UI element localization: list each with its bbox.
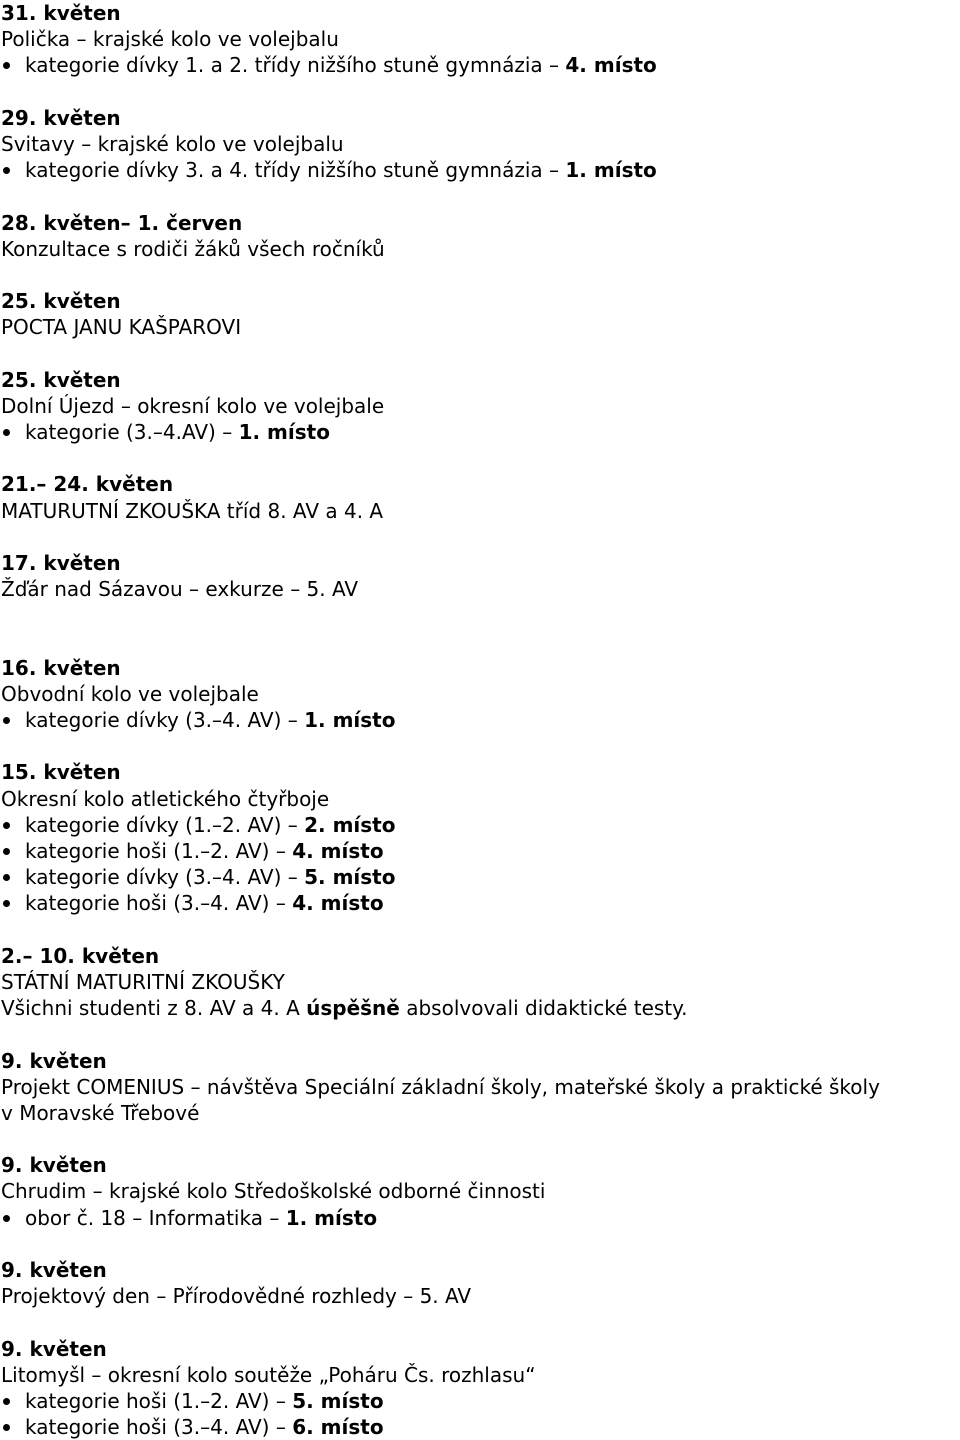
entry-text: Okresní kolo atletického čtyřboje: [1, 786, 330, 811]
entry-text: MATURUTNÍ ZKOUŠKA tříd 8. AV a 4. A: [1, 498, 384, 523]
entry: [1, 1048, 960, 1127]
list-item-text: kategorie dívky 1. a 2. třídy nižšího stuně gymnázia –: [25, 53, 566, 78]
entry-date: 31. květen: [1, 1, 121, 25]
entry: [1, 0, 960, 79]
placement: 5. místo: [304, 865, 396, 890]
entry-text: Chrudim – krajské kolo Středoškolské odborné činnosti: [1, 1179, 546, 1204]
placement: 4. místo: [292, 839, 384, 863]
entry-date: 16. květen: [1, 655, 121, 680]
list-item: [1, 1414, 960, 1440]
entry-text-emphasis: úspěšně: [306, 996, 400, 1021]
entry-date: 9. květen: [1, 1258, 107, 1282]
list-item: [1, 838, 960, 864]
entry-date: 2.– 10. květen: [1, 943, 160, 968]
list-item-text: kategorie dívky (3.–4. AV) –: [25, 865, 305, 890]
bullet-icon: [3, 167, 10, 174]
list-item: [1, 812, 960, 838]
placement: 1. místo: [304, 708, 396, 733]
bullet-icon: [3, 1215, 10, 1222]
list-item-text: obor č. 18 – Informatika –: [25, 1205, 286, 1230]
list-item-text: kategorie hoši (1.–2. AV) –: [25, 1388, 293, 1413]
placement: 1. místo: [285, 1205, 378, 1230]
bullet-icon: [3, 1424, 10, 1431]
list-item-text: kategorie hoši (3.–4. AV) –: [25, 1415, 293, 1440]
list-item: [1, 157, 960, 183]
placement: 4. místo: [292, 891, 384, 916]
placement: 4. místo: [565, 53, 657, 78]
bullet-icon: [3, 717, 10, 724]
entry: [1, 550, 960, 602]
entry: [1, 210, 960, 262]
entry-date: 17. květen: [1, 550, 121, 575]
bullet-icon: [3, 429, 10, 436]
entry: [1, 759, 960, 916]
entry-date: 25. květen: [1, 289, 121, 314]
entry-text: Svitavy – krajské kolo ve volejbalu: [1, 131, 344, 156]
entry-date: 9. květen: [1, 1048, 107, 1073]
list-item: [1, 707, 960, 733]
entry-text: STÁTNÍ MATURITNÍ ZKOUŠKY: [1, 969, 285, 994]
list-item: [1, 52, 960, 78]
entry-text-before: Všichni studenti z 8. AV a 4. A: [1, 996, 307, 1021]
placement: 2. místo: [304, 812, 396, 837]
entry-text: Dolní Újezd – okresní kolo ve volejbale: [1, 393, 385, 418]
entry: [1, 367, 960, 446]
list-item: [1, 864, 960, 890]
entry: [1, 943, 960, 1022]
list-item-text: kategorie hoši (1.–2. AV) –: [25, 839, 293, 863]
list-item: [1, 1388, 960, 1414]
list-item: [1, 419, 960, 445]
entry: [1, 1257, 960, 1309]
entry-text: v Moravské Třebové: [1, 1100, 200, 1125]
entry: [1, 105, 960, 184]
entry-text: Litomyšl – okresní kolo soutěže „Poháru Čs. rozhlasu“: [1, 1362, 536, 1387]
entry-text: Polička – krajské kolo ve volejbalu: [1, 27, 339, 52]
entry-text: Obvodní kolo ve volejbale: [1, 681, 259, 706]
bullet-icon: [3, 822, 10, 829]
bullet-icon: [3, 1398, 10, 1405]
entry: [1, 655, 960, 734]
list-item-text: kategorie dívky (3.–4. AV) –: [25, 708, 305, 733]
list-item-text: kategorie hoši (3.–4. AV) –: [25, 891, 293, 916]
entry-text: Konzultace s rodiči žáků všech ročníků: [1, 236, 385, 261]
list-item-text: kategorie (3.–4.AV) –: [25, 420, 239, 444]
entry-text: [1, 995, 960, 1021]
entry-text-after: absolvovali didaktické testy.: [399, 996, 688, 1021]
placement: 5. místo: [292, 1388, 384, 1413]
entry-date: 9. květen: [1, 1336, 107, 1361]
placement: 6. místo: [292, 1415, 384, 1440]
bullet-icon: [3, 848, 10, 855]
entry-date: 29. květen: [1, 105, 121, 130]
entry: [1, 1152, 960, 1231]
list-item: [1, 890, 960, 916]
bullet-icon: [3, 874, 10, 881]
entry: [1, 288, 960, 340]
entry-date: 15. květen: [1, 760, 121, 785]
entry: [1, 1336, 960, 1440]
entry-text: Projektový den – Přírodovědné rozhledy – 5. AV: [1, 1284, 472, 1309]
placement: 1. místo: [565, 158, 657, 183]
placement: 1. místo: [238, 420, 330, 444]
entry-date: 28. květen– 1. červen: [1, 210, 243, 235]
entry-text: Projekt COMENIUS – návštěva Speciální základní školy, mateřské školy a praktické školy: [1, 1074, 880, 1099]
bullet-icon: [3, 62, 10, 69]
entry-text: Žďár nad Sázavou – exkurze – 5. AV: [1, 577, 359, 602]
list-item-text: kategorie dívky 3. a 4. třídy nižšího stuně gymnázia –: [25, 158, 566, 183]
bullet-icon: [3, 900, 10, 907]
entry-date: 9. květen: [1, 1153, 107, 1178]
entry-date: 21.– 24. květen: [1, 472, 174, 497]
list-item-text: kategorie dívky (1.–2. AV) –: [25, 812, 305, 837]
entry: [1, 471, 960, 523]
entry-text: POCTA JANU KAŠPAROVI: [1, 315, 242, 340]
entry-date: 25. květen: [1, 367, 121, 392]
list-item: [1, 1205, 960, 1231]
